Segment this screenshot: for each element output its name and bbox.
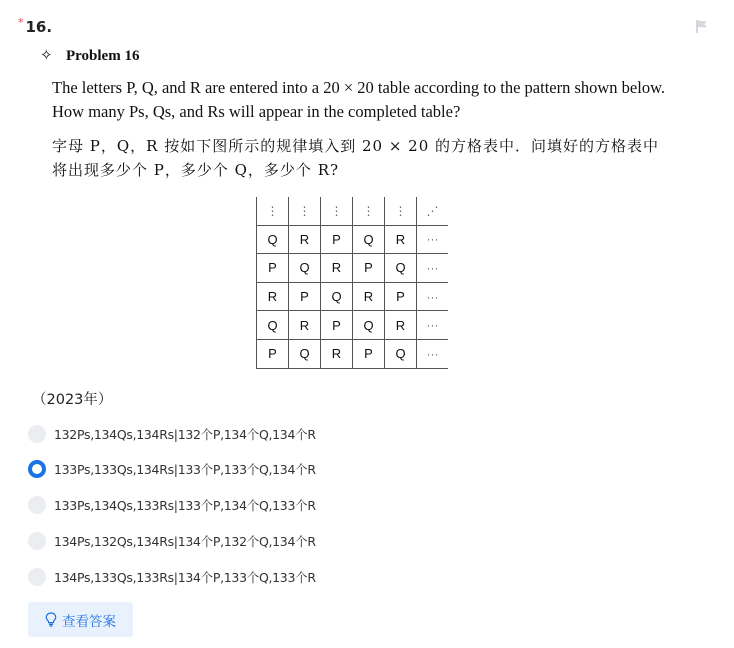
table-cell: Q — [289, 254, 321, 283]
table-cell: ⋮ — [321, 197, 353, 225]
table-row — [257, 254, 449, 283]
option-label: 132Ps,134Qs,134Rs|132个P,134个Q,134个R — [54, 427, 316, 442]
table-cell: P — [289, 282, 321, 311]
table-cell: R — [257, 282, 289, 311]
table-cell: R — [321, 254, 353, 283]
answer-option-b[interactable] — [28, 457, 316, 481]
question-number-text: 16. — [25, 18, 53, 36]
table-cell: ⋮ — [353, 197, 385, 225]
option-label: 134Ps,132Qs,134Rs|134个P,132个Q,134个R — [54, 534, 316, 549]
lightbulb-icon — [45, 612, 57, 627]
table-cell: R — [385, 225, 417, 254]
table-row — [257, 225, 449, 254]
radio-button[interactable] — [28, 425, 46, 443]
answer-option-d[interactable] — [28, 529, 316, 553]
table-cell: ⋮ — [289, 197, 321, 225]
radio-button-selected[interactable] — [28, 460, 46, 478]
table-cell: R — [385, 311, 417, 340]
view-answer-button[interactable] — [28, 602, 133, 637]
problem-title — [40, 46, 139, 65]
radio-button[interactable] — [28, 532, 46, 550]
answer-option-a[interactable] — [28, 422, 316, 446]
table-cell: P — [353, 254, 385, 283]
table-cell: ··· — [417, 254, 449, 283]
table-cell: P — [257, 254, 289, 283]
table-cell: P — [321, 225, 353, 254]
table-cell: ··· — [417, 225, 449, 254]
table-cell: R — [289, 311, 321, 340]
table-cell: P — [257, 339, 289, 368]
option-label: 133Ps,133Qs,134Rs|133个P,133个Q,134个R — [54, 462, 316, 477]
problem-text-chinese: 字母 P，Q，R 按如下图所示的规律填入到 20 × 20 的方格表中．问填好的方格表中将出现多少个 P，多少个 Q，多少个 R? — [52, 137, 660, 179]
diamond-star-icon: ✧ — [40, 48, 53, 64]
table-cell: Q — [321, 282, 353, 311]
option-label: 134Ps,133Qs,133Rs|134个P,133个Q,133个R — [54, 570, 316, 585]
table-cell: ⋰ — [417, 197, 449, 225]
question-number — [18, 18, 52, 36]
table-cell: Q — [385, 339, 417, 368]
table-cell: R — [321, 339, 353, 368]
problem-text-english: The letters P, Q, and R are entered into a 20 × 20 table according to the pattern shown below. How many Ps, Qs, and Rs will appear in the completed table? — [52, 78, 666, 121]
table-row — [257, 197, 449, 225]
answer-option-e[interactable] — [28, 565, 316, 589]
table-cell: Q — [289, 339, 321, 368]
table-cell: ⋮ — [385, 197, 417, 225]
table-cell: P — [385, 282, 417, 311]
table-cell: R — [289, 225, 321, 254]
view-answer-label: 查看答案 — [62, 613, 116, 630]
year-label: （2023年） — [32, 392, 113, 408]
answer-option-c[interactable] — [28, 493, 316, 517]
option-label: 133Ps,134Qs,133Rs|133个P,134个Q,133个R — [54, 498, 316, 513]
table-cell: ⋮ — [257, 197, 289, 225]
table-cell: Q — [257, 311, 289, 340]
table-cell: P — [353, 339, 385, 368]
flag-icon[interactable] — [694, 18, 710, 34]
table-cell: P — [321, 311, 353, 340]
table-cell: ··· — [417, 311, 449, 340]
table-row — [257, 282, 449, 311]
table-cell: R — [353, 282, 385, 311]
table-row — [257, 339, 449, 368]
radio-button[interactable] — [28, 568, 46, 586]
table-cell: Q — [353, 225, 385, 254]
table-cell: Q — [353, 311, 385, 340]
table-cell: ··· — [417, 282, 449, 311]
problem-title-text: Problem 16 — [66, 48, 140, 64]
table-cell: Q — [257, 225, 289, 254]
required-mark: * — [18, 16, 24, 29]
table-cell: Q — [385, 254, 417, 283]
table-cell: ··· — [417, 339, 449, 368]
table-row — [257, 311, 449, 340]
radio-button[interactable] — [28, 496, 46, 514]
pattern-table — [256, 197, 448, 369]
